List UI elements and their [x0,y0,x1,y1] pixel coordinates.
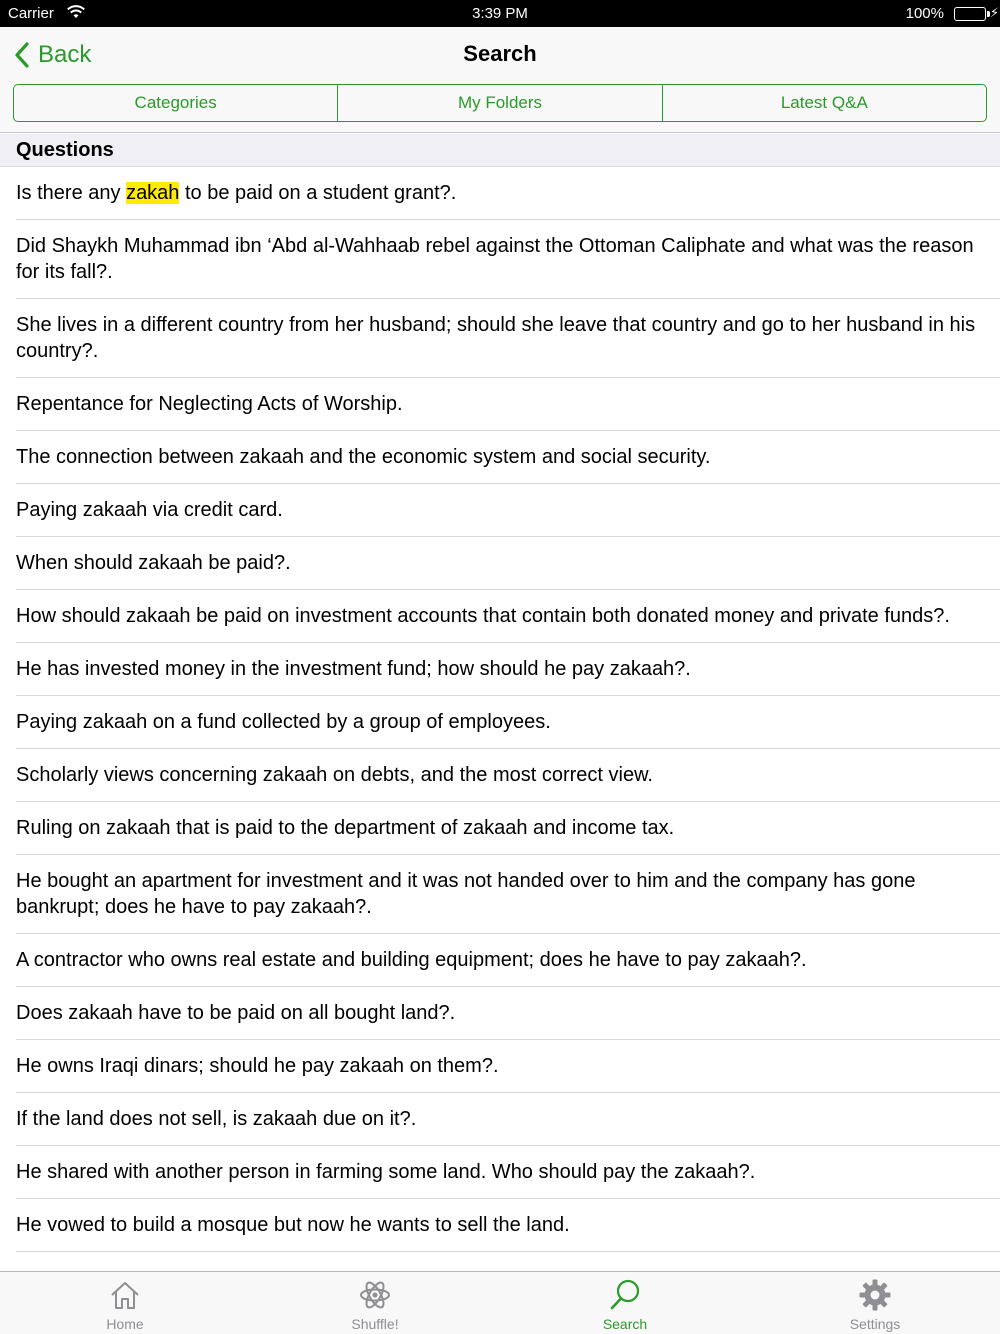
battery-icon [954,7,986,21]
tab-bar [0,1271,1000,1334]
tab-search-label: Search [602,1316,648,1332]
list-item[interactable]: If the land does not sell, is zakaah due on it?. [0,1093,1000,1146]
list-item[interactable]: He bought an apartment for investment and it was not handed over to him and the company has gone bankrupt; does he have to pay zakaah?. [0,855,1000,934]
list-item[interactable]: He owns Iraqi dinars; should he pay zakaah on them?. [0,1040,1000,1093]
list-item[interactable]: Paying zakaah on a fund collected by a group of employees. [0,696,1000,749]
list-item[interactable]: Paying zakaah via credit card. [0,484,1000,537]
list-item[interactable]: The connection between zakaah and the economic system and social security. [0,431,1000,484]
status-time: 3:39 PM [472,5,528,22]
navigation-bar [0,27,1000,83]
status-bar [0,0,1000,27]
list-item[interactable]: When should zakaah be paid?. [0,537,1000,590]
tab-search[interactable] [500,1272,750,1334]
battery-percent: 100% [905,5,944,22]
list-item[interactable]: Scholarly views concerning zakaah on debts, and the most correct view. [0,749,1000,802]
segmented-control [13,84,987,122]
page-title: Search [463,41,537,66]
list-item[interactable]: How should zakaah be paid on investment accounts that contain both donated money and private funds?. [0,590,1000,643]
segment-my-folders[interactable]: My Folders [337,85,661,121]
tab-settings-label: Settings [849,1316,901,1332]
question-text-start: Is there any [16,182,127,204]
list-item[interactable]: Repentance for Neglecting Acts of Worship. [0,378,1000,431]
list-item[interactable]: Ruling on zakaah that is paid to the department of zakaah and income tax. [0,802,1000,855]
section-header-questions: Questions [0,134,1000,167]
tab-home[interactable] [0,1272,250,1334]
search-icon [608,1278,642,1312]
segment-categories[interactable]: Categories [134,93,217,112]
charging-icon: ⚡ [989,5,999,20]
home-icon [108,1278,142,1312]
tab-settings[interactable] [750,1272,1000,1334]
list-item[interactable]: He shared with another person in farming some land. Who should pay the zakaah?. [0,1146,1000,1199]
tab-shuffle[interactable] [250,1272,500,1334]
list-item[interactable]: He has invested money in the investment fund; how should he pay zakaah?. [0,643,1000,696]
segment-bar [0,83,1000,133]
gear-icon [858,1278,892,1312]
list-item[interactable]: Did Shaykh Muhammad ibn ‘Abd al-Wahhaab rebel against the Ottoman Caliphate and what was the reason for its fall?. [0,220,1000,299]
tab-shuffle-label: Shuffle! [351,1316,399,1332]
carrier-label: Carrier [8,5,54,22]
list-item[interactable] [0,167,1000,220]
question-text-end: to be paid on a student grant?. [179,182,457,204]
search-match-highlight: zakah [126,182,180,204]
list-item[interactable]: A contractor who owns real estate and building equipment; does he have to pay zakaah?. [0,934,1000,987]
atom-icon [358,1278,392,1312]
segment-latest-qa[interactable]: Latest Q&A [662,85,986,121]
list-item[interactable]: He vowed to build a mosque but now he wants to sell the land. [0,1199,1000,1252]
questions-list[interactable] [0,167,1000,1271]
back-label: Back [38,41,92,68]
tab-home-label: Home [106,1316,144,1332]
list-item[interactable]: She lives in a different country from her husband; should she leave that country and go to her husband in his country?. [0,299,1000,378]
list-item[interactable]: Does zakaah have to be paid on all bought land?. [0,987,1000,1040]
